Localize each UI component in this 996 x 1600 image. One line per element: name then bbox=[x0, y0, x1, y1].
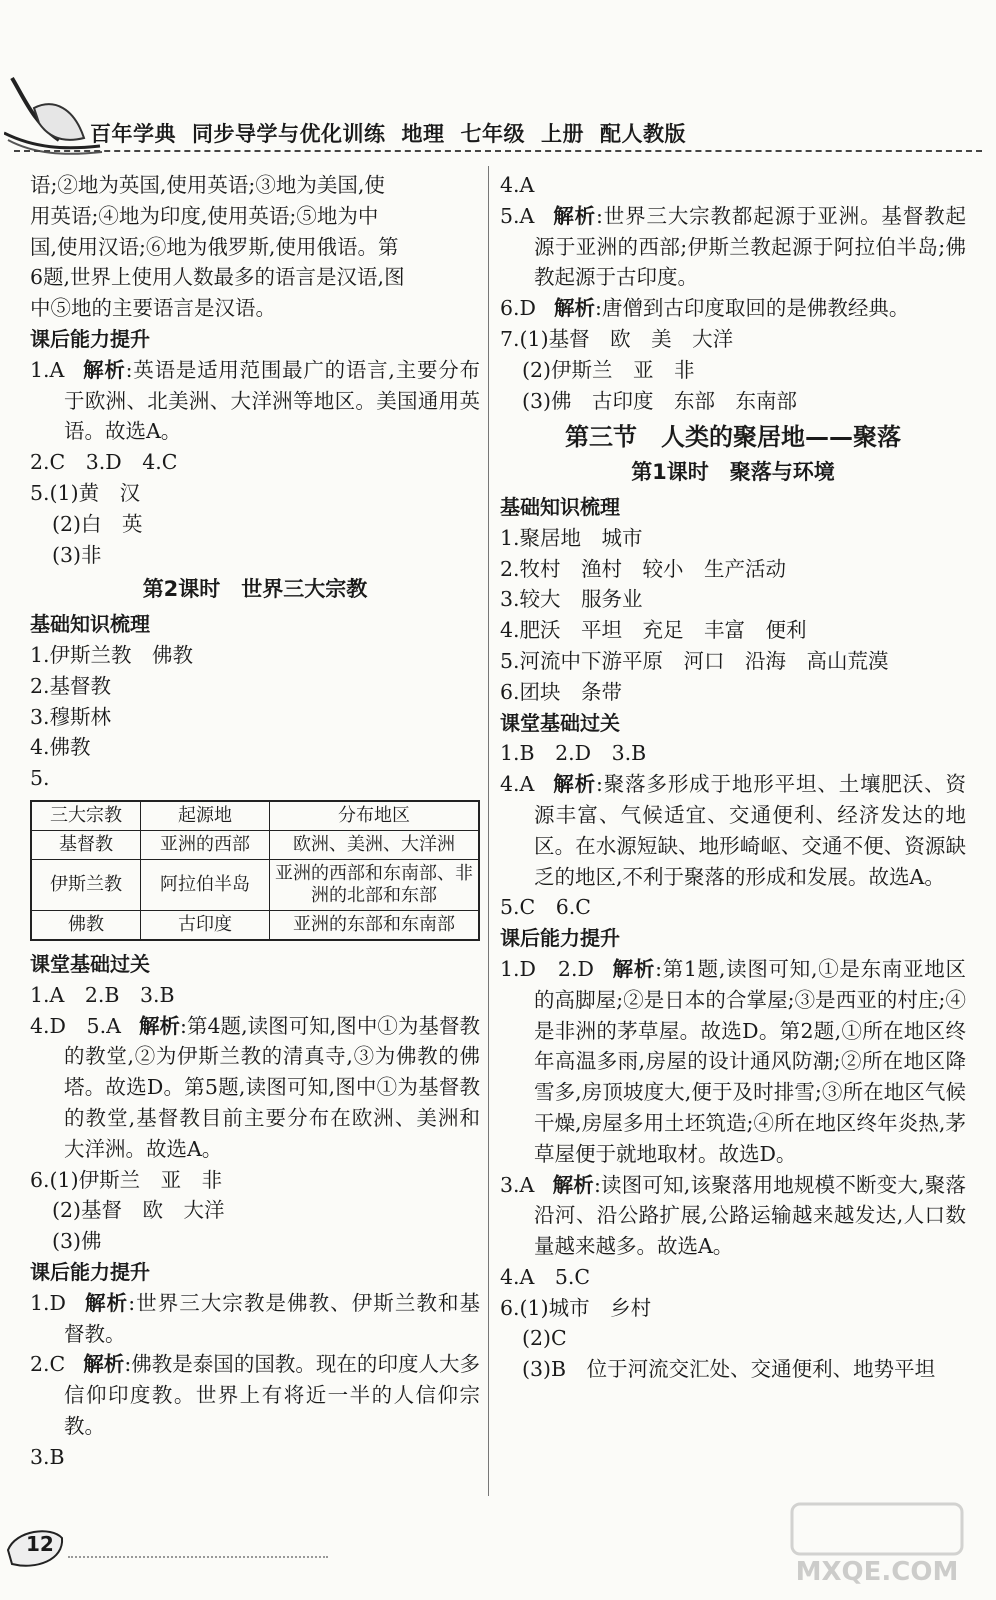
table-cell: 佛教 bbox=[31, 910, 141, 940]
answer-number: 2.C bbox=[30, 1352, 66, 1377]
table-header: 三大宗教 bbox=[31, 801, 141, 831]
answer-item: 3.较大 服务业 bbox=[500, 587, 643, 612]
analysis-label: 解析 bbox=[552, 772, 596, 797]
answer-item bbox=[500, 1170, 966, 1262]
page-header bbox=[0, 68, 996, 158]
answer-item bbox=[500, 769, 966, 892]
column-divider bbox=[488, 166, 489, 1496]
header-rule bbox=[14, 150, 982, 152]
answer-item: 1.伊斯兰教 佛教 bbox=[30, 642, 194, 667]
analysis-label: 解析 bbox=[552, 1172, 594, 1197]
answer-number: 4.D 5.A bbox=[30, 1013, 121, 1038]
header-grade: 七年级 bbox=[460, 122, 525, 146]
answer-item bbox=[30, 355, 480, 447]
analysis-label: 解析 bbox=[552, 203, 596, 228]
quill-logo-icon bbox=[4, 68, 104, 158]
header-title bbox=[90, 118, 702, 148]
analysis-text: :聚落多形成于地形平坦、土壤肥沃、资源丰富、气候适宜、交通便利、经济发达的地区。在水源短缺、地形崎岖、交通不便、资源缺乏的地区,不利于聚落的形成和发展。故选A。 bbox=[534, 772, 967, 889]
answer-item: (2)伊斯兰 亚 非 bbox=[522, 357, 695, 382]
analysis-text: :世界三大宗教是佛教、伊斯兰教和基督教。 bbox=[64, 1290, 481, 1346]
watermark-icon bbox=[782, 1500, 972, 1590]
answer-item: 7.(1)基督 欧 美 大洋 bbox=[500, 326, 734, 351]
table-header: 起源地 bbox=[141, 801, 270, 831]
analysis-label: 解析 bbox=[84, 1290, 129, 1315]
header-series: 同步导学与优化训练 bbox=[192, 122, 386, 146]
answer-number: 1.D bbox=[30, 1290, 66, 1315]
answer-item bbox=[30, 1011, 480, 1165]
answer-item: 3.B bbox=[30, 1444, 65, 1469]
analysis-text: :第1题,读图可知,①是东南亚地区的高脚屋;②是日本的合掌屋;③是西亚的村庄;④是非洲的茅草屋。故选D。第2题,①所在地区终年高温多雨,房屋的设计通风防潮;②所在地区降雪多,房顶坡度大,便于及时排雪;③所在地区气候干燥,房屋多用土坯筑造;④所在地区终年炎热,茅草屋便于就地取材。故选D。 bbox=[534, 956, 966, 1166]
analysis-text: :英语是适用范围最广的语言,主要分布于欧洲、北美洲、大洋洲等地区。美国通用英语。故选A。 bbox=[64, 357, 480, 444]
answer-item bbox=[500, 201, 966, 293]
lesson-title: 第1课时 聚落与环境 bbox=[631, 460, 835, 485]
table-header-row bbox=[31, 801, 479, 831]
answer-item bbox=[500, 293, 966, 324]
answer-item: 1.B 2.D 3.B bbox=[500, 741, 647, 766]
table-row bbox=[31, 910, 479, 940]
table-row bbox=[31, 859, 479, 910]
table-cell: 亚洲的西部和东南部、非洲的北部和东部 bbox=[270, 859, 480, 910]
answer-item: 2.基督教 bbox=[30, 673, 112, 698]
page-number-badge bbox=[6, 1520, 66, 1572]
answer-number: 6.D bbox=[500, 296, 536, 321]
header-brand: 百年学典 bbox=[90, 122, 176, 146]
answer-item: 5.河流中下游平原 河口 沿海 高山荒漠 bbox=[500, 648, 889, 673]
answer-item: 6.(1)伊斯兰 亚 非 bbox=[30, 1167, 223, 1192]
analysis-text: :第4题,读图可知,图中①为基督教的教堂,②为伊斯兰教的清真寺,③为佛教的佛塔。故选D。第5题,读图可知,图中①为基督教的教堂,基督教目前主要分布在欧洲、美洲和大洋洲。故选A。 bbox=[64, 1013, 480, 1161]
section-heading: 课堂基础过关 bbox=[500, 710, 620, 735]
section-title: 第三节 人类的聚居地——聚落 bbox=[565, 423, 901, 452]
answer-item: (3)佛 bbox=[52, 1229, 102, 1254]
religions-table bbox=[30, 800, 480, 941]
section-heading: 课后能力提升 bbox=[30, 1259, 150, 1284]
answer-item: (2)C bbox=[522, 1326, 567, 1351]
table-cell: 伊斯兰教 bbox=[31, 859, 141, 910]
table-cell: 古印度 bbox=[141, 910, 270, 940]
answer-item bbox=[30, 1349, 480, 1441]
watermark-logo bbox=[782, 1500, 972, 1590]
header-volume: 上册 bbox=[541, 122, 584, 146]
answer-item: 4.肥沃 平坦 充足 丰富 便利 bbox=[500, 618, 807, 643]
answer-number: 1.A bbox=[30, 357, 65, 382]
analysis-text: :唐僧到古印度取回的是佛教经典。 bbox=[595, 296, 910, 321]
table-cell: 亚洲的东部和东南部 bbox=[270, 910, 480, 940]
table-cell: 阿拉伯半岛 bbox=[141, 859, 270, 910]
answer-item: (2)白 英 bbox=[52, 511, 143, 536]
answer-item: (3)非 bbox=[52, 542, 102, 567]
answer-item: 5.C 6.C bbox=[500, 895, 591, 920]
table-cell: 亚洲的西部 bbox=[141, 830, 270, 859]
answer-item: 3.穆斯林 bbox=[30, 704, 112, 729]
answer-item: 2.牧村 渔村 较小 生产活动 bbox=[500, 556, 787, 581]
table-header: 分布地区 bbox=[270, 801, 480, 831]
analysis-label: 解析 bbox=[138, 1013, 181, 1038]
right-column bbox=[500, 170, 966, 1385]
text-line: 语;②地为英国,使用英语;③地为美国,使 bbox=[30, 173, 385, 197]
analysis-label: 解析 bbox=[82, 357, 126, 382]
answer-item: 4.A bbox=[500, 173, 535, 197]
answer-item: 1.A 2.B 3.B bbox=[30, 982, 175, 1007]
analysis-label: 解析 bbox=[554, 296, 595, 321]
answer-item: 1.聚居地 城市 bbox=[500, 525, 643, 550]
answer-number: 3.A bbox=[500, 1172, 535, 1197]
text-line: 6题,世界上使用人数最多的语言是汉语,图 bbox=[30, 265, 405, 290]
analysis-text: :世界三大宗教都起源于亚洲。基督教起源于亚洲的西部;伊斯兰教起源于阿拉伯半岛;佛教起源于古印度。 bbox=[534, 203, 967, 290]
header-subject: 地理 bbox=[401, 122, 445, 146]
answer-number: 4.A bbox=[500, 772, 535, 797]
answer-number: 1.D 2.D bbox=[500, 956, 594, 981]
analysis-label: 解析 bbox=[83, 1352, 125, 1377]
answer-item: (3)B 位于河流交汇处、交通便利、地势平坦 bbox=[522, 1357, 936, 1382]
answer-item: (3)佛 古印度 东部 东南部 bbox=[522, 388, 798, 413]
lesson-title: 第2课时 世界三大宗教 bbox=[142, 577, 368, 602]
analysis-text: :读图可知,该聚落用地规模不断变大,聚落沿河、沿公路扩展,公路运输越来越发达,人口数量越来越多。故选A。 bbox=[534, 1172, 966, 1259]
answer-item: 5.(1)黄 汉 bbox=[30, 480, 141, 505]
page-number: 12 bbox=[26, 1532, 54, 1556]
answer-item: 2.C 3.D 4.C bbox=[30, 450, 178, 475]
watermark-text: MXQE.COM bbox=[795, 1557, 959, 1587]
analysis-label: 解析 bbox=[611, 956, 656, 981]
table-row bbox=[31, 830, 479, 859]
section-heading: 课后能力提升 bbox=[500, 926, 620, 951]
answer-item bbox=[500, 954, 966, 1170]
section-heading: 基础知识梳理 bbox=[30, 612, 150, 637]
text-line: 用英语;④地为印度,使用英语;⑤地为中 bbox=[30, 203, 379, 228]
text-line: 国,使用汉语;⑥地为俄罗斯,使用俄语。第 bbox=[30, 234, 399, 259]
section-heading: 课堂基础过关 bbox=[30, 951, 150, 976]
answer-item: 6.团块 条带 bbox=[500, 679, 623, 704]
section-heading: 课后能力提升 bbox=[30, 326, 150, 351]
footer-rule bbox=[68, 1556, 328, 1558]
text-line: 中⑤地的主要语言是汉语。 bbox=[30, 296, 276, 321]
section-heading: 基础知识梳理 bbox=[500, 494, 620, 519]
left-column bbox=[30, 170, 480, 1472]
answer-item: 4.佛教 bbox=[30, 735, 91, 760]
answer-item: 6.(1)城市 乡村 bbox=[500, 1295, 652, 1320]
table-cell: 基督教 bbox=[31, 830, 141, 859]
answer-item bbox=[30, 1288, 480, 1350]
analysis-text: :佛教是泰国的国教。现在的印度人大多信仰印度教。世界上有将近一半的人信仰宗教。 bbox=[64, 1352, 481, 1438]
answer-item: 5. bbox=[30, 766, 50, 791]
answer-item: 4.A 5.C bbox=[500, 1264, 591, 1289]
answer-item: (2)基督 欧 大洋 bbox=[52, 1198, 225, 1223]
header-edition: 配人教版 bbox=[600, 122, 686, 146]
table-cell: 欧洲、美洲、大洋洲 bbox=[270, 830, 480, 859]
answer-number: 5.A bbox=[500, 203, 535, 228]
